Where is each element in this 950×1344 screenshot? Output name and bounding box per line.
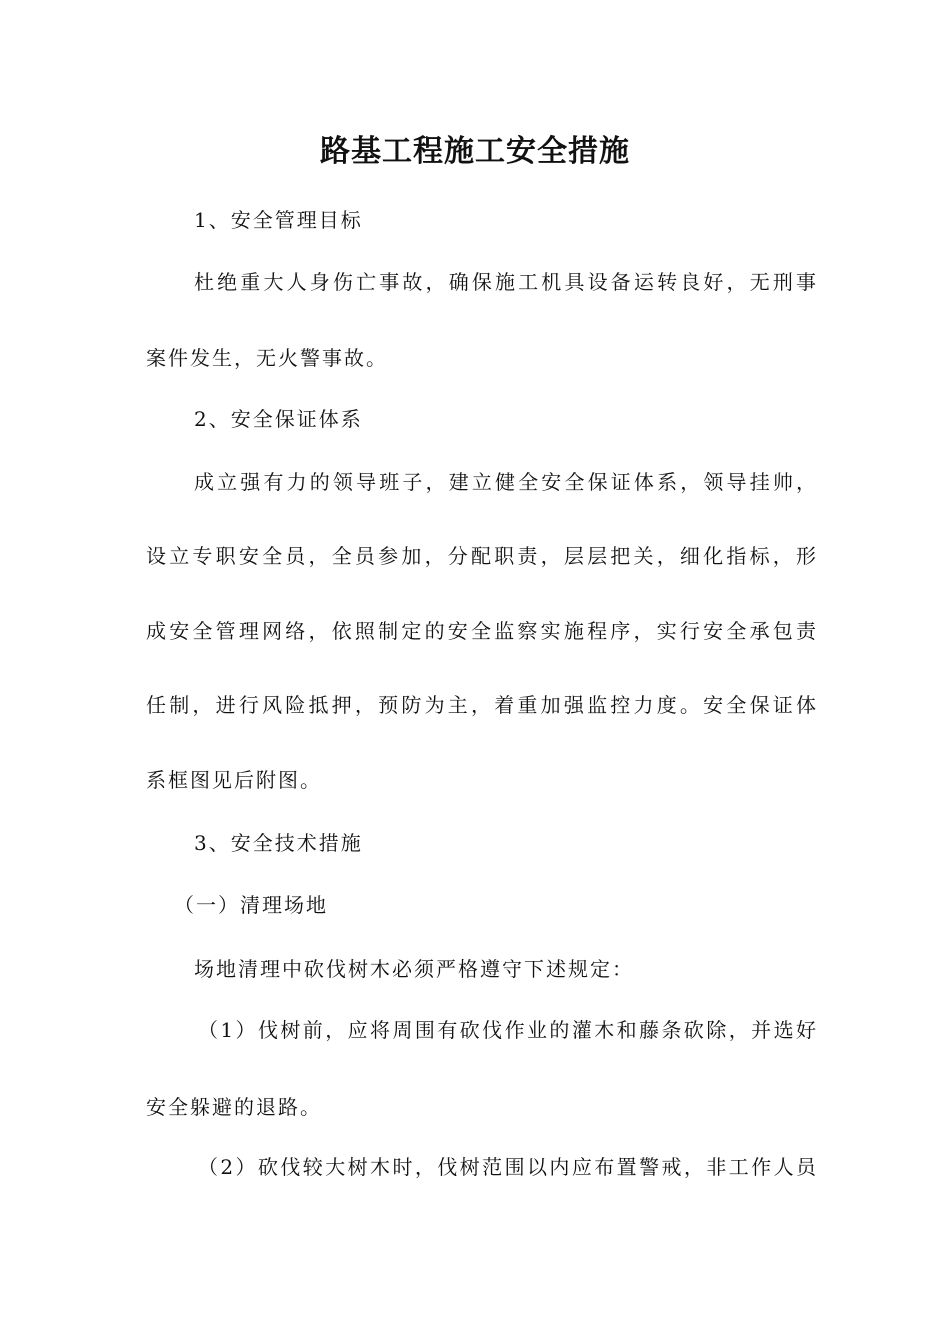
paragraph-line: 案件发生，无火警事故。 xyxy=(146,346,388,370)
paragraph-line: 成安全管理网络，依照制定的安全监察实施程序，实行安全承包责 xyxy=(146,619,816,643)
paragraph-line: 设立专职安全员，全员参加，分配职责，层层把关，细化指标，形 xyxy=(146,544,816,568)
paragraph-line: 系框图见后附图。 xyxy=(146,768,322,792)
section-heading-safety-measures: 3、安全技术措施 xyxy=(194,831,363,855)
paragraph-line: 安全躲避的退路。 xyxy=(146,1095,322,1119)
paragraph-line: 场地清理中砍伐树木必须严格遵守下述规定： xyxy=(194,957,634,981)
paragraph-line: 任制，进行风险抵押，预防为主，着重加强监控力度。安全保证体 xyxy=(146,693,816,717)
paragraph-line: 杜绝重大人身伤亡事故，确保施工机具设备运转良好，无刑事 xyxy=(194,270,816,294)
section-heading-safety-system: 2、安全保证体系 xyxy=(194,407,363,431)
paragraph-line: （2）砍伐较大树木时，伐树范围以内应布置警戒，非工作人员 xyxy=(198,1155,816,1179)
subsection-heading-site-clearing: （一）清理场地 xyxy=(174,893,328,917)
paragraph-line: （1）伐树前，应将周围有砍伐作业的灌木和藤条砍除，并选好 xyxy=(198,1018,816,1042)
paragraph-line: 成立强有力的领导班子，建立健全安全保证体系，领导挂帅， xyxy=(194,470,816,494)
page-title: 路基工程施工安全措施 xyxy=(320,134,630,169)
section-heading-safety-goal: 1、安全管理目标 xyxy=(194,208,363,232)
